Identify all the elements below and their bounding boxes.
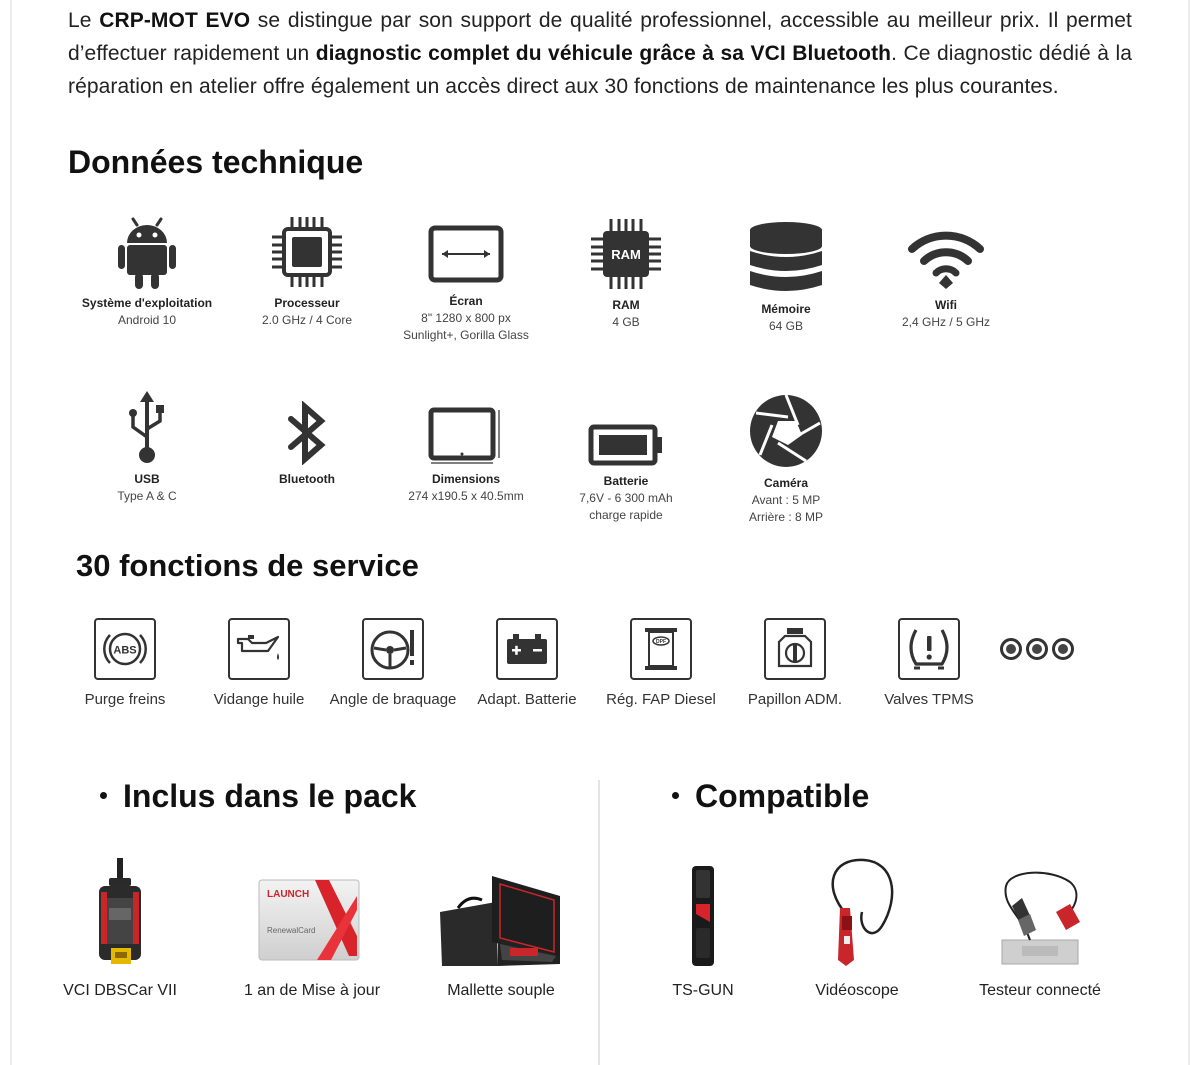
spec-screen-value: 8" 1280 x 800 px	[421, 311, 511, 325]
spec-battery-value: 7,6V - 6 300 mAh	[579, 491, 673, 505]
spec-battery	[546, 383, 706, 524]
dpf-filter-icon	[630, 618, 692, 680]
spec-battery-value-2: charge rapide	[589, 508, 663, 522]
service-item-tpms	[864, 618, 994, 709]
pack-label-renewal: 1 an de Mise à jour	[243, 982, 381, 999]
service-item-abs	[60, 618, 190, 709]
spec-processor	[227, 205, 387, 329]
more-dot-icon	[1026, 638, 1048, 660]
service-item-throttle	[730, 618, 860, 709]
intro-text-3: . Ce diagnostic dédié à la réparation en atelier offre également un accès direct aux 30 fonctions de maintenance les plus courantes.	[68, 42, 1132, 98]
pack-section-title	[100, 778, 416, 815]
storage-database-icon	[706, 211, 866, 295]
spec-dimensions-value: 274 x190.5 x 40.5mm	[408, 489, 524, 503]
spec-processor-value: 2.0 GHz / 4 Core	[261, 313, 353, 327]
compatible-item-tsgun	[643, 850, 763, 1000]
vci-dongle-icon	[45, 850, 195, 968]
tpms-icon	[898, 618, 960, 680]
spec-screen	[386, 203, 546, 344]
compatible-item-tester	[960, 850, 1120, 1000]
carry-case-icon	[426, 850, 576, 968]
battery-icon	[546, 383, 706, 467]
spec-ram	[546, 207, 706, 331]
spec-ram-value: 4 GB	[612, 315, 640, 329]
spec-battery-label: Batterie	[603, 474, 649, 488]
spec-camera-value: Avant : 5 MP	[751, 493, 821, 507]
service-label-throttle: Papillon ADM.	[747, 691, 843, 708]
spec-bluetooth	[227, 381, 387, 488]
spec-ram-label: RAM	[612, 298, 640, 312]
service-item-oil	[194, 618, 324, 709]
pack-item-case	[426, 850, 576, 1000]
android-icon	[67, 205, 227, 289]
spec-storage	[706, 211, 866, 335]
ram-chip-text: RAM	[611, 247, 641, 262]
bluetooth-icon	[227, 381, 387, 465]
spec-wifi-label: Wifi	[935, 298, 957, 312]
processor-chip-icon	[227, 205, 387, 289]
pack-title-text: Inclus dans le pack	[123, 778, 417, 814]
more-dot-icon	[1000, 638, 1022, 660]
spec-camera-label: Caméra	[763, 476, 809, 490]
steering-wheel-icon	[362, 618, 424, 680]
bullet-icon	[100, 792, 107, 799]
section-divider	[598, 780, 600, 1065]
compatible-label-videoscope: Vidéoscope	[815, 982, 899, 999]
spec-usb-label: USB	[134, 472, 160, 486]
throttle-valve-icon	[764, 618, 826, 680]
renewal-card-icon	[232, 850, 392, 968]
spec-usb	[67, 381, 227, 505]
services-section-title: 30 fonctions de service	[76, 548, 419, 583]
spec-storage-value: 64 GB	[768, 319, 804, 333]
compatible-label-tsgun: TS-GUN	[672, 982, 734, 999]
spec-screen-value-2: Sunlight+, Gorilla Glass	[403, 328, 529, 342]
tablet-dimensions-icon	[386, 381, 546, 465]
intro-text-2: se distingue par son support de qualité professionnel, accessible au meilleur prix. Il permet d’effectuer rapidement un	[68, 9, 1132, 65]
spec-wifi-value: 2,4 GHz / 5 GHz	[901, 315, 991, 329]
service-label-dpf: Rég. FAP Diesel	[606, 691, 716, 708]
pack-item-vci	[45, 850, 195, 1000]
compatible-section-title	[672, 778, 869, 815]
spec-wifi	[866, 207, 1026, 331]
service-label-oil: Vidange huile	[213, 691, 305, 708]
more-services-icon	[1000, 638, 1074, 660]
service-label-abs: Purge freins	[84, 691, 166, 708]
car-battery-icon	[496, 618, 558, 680]
pack-label-case: Mallette souple	[447, 982, 555, 999]
spec-bluetooth-label: Bluetooth	[279, 472, 335, 486]
service-label-tpms: Valves TPMS	[884, 691, 974, 708]
spec-camera-value-2: Arrière : 8 MP	[748, 510, 823, 524]
more-dot-icon	[1052, 638, 1074, 660]
oil-can-icon	[228, 618, 290, 680]
service-label-steering: Angle de braquage	[329, 691, 457, 708]
card-caption-text: RenewalCard	[267, 926, 316, 935]
intro-product-name: CRP-MOT EVO	[99, 9, 251, 32]
ram-chip-icon	[546, 207, 706, 291]
pack-label-vci: VCI DBSCar VII	[63, 982, 177, 999]
service-item-dpf	[596, 618, 726, 709]
ts-gun-icon	[643, 850, 763, 968]
compatible-label-tester: Testeur connecté	[979, 982, 1101, 999]
intro-text-1: Le	[68, 9, 100, 32]
intro-highlight: diagnostic complet du véhicule grâce à sa VCI Bluetooth	[315, 42, 892, 65]
compatible-title-text: Compatible	[695, 778, 870, 814]
service-label-battery: Adapt. Batterie	[477, 691, 577, 708]
service-item-steering	[328, 618, 458, 709]
service-item-battery	[462, 618, 592, 709]
screen-icon	[386, 203, 546, 287]
spec-os-label: Système d'exploitation	[81, 296, 213, 310]
camera-aperture-icon	[706, 385, 866, 469]
bullet-icon	[672, 792, 679, 799]
abs-badge-text: ABS	[113, 644, 137, 657]
spec-os	[67, 205, 227, 329]
wifi-icon	[866, 207, 1026, 291]
spec-dimensions-label: Dimensions	[431, 472, 500, 486]
abs-brake-icon	[94, 618, 156, 680]
tech-section-title: Données technique	[68, 144, 364, 180]
spec-usb-value: Type A & C	[117, 489, 177, 503]
compatible-item-videoscope	[792, 850, 922, 1000]
spec-processor-label: Processeur	[274, 296, 340, 310]
page-edge-right	[1188, 0, 1190, 1065]
battery-tester-icon	[960, 850, 1120, 968]
usb-icon	[67, 381, 227, 465]
card-brand-text: LAUNCH	[267, 889, 310, 900]
spec-screen-label: Écran	[449, 294, 483, 308]
videoscope-icon	[792, 850, 922, 968]
intro-paragraph	[68, 4, 1132, 103]
spec-storage-label: Mémoire	[761, 302, 811, 316]
spec-camera	[706, 385, 866, 526]
spec-os-value: Android 10	[117, 313, 177, 327]
pack-item-renewal	[232, 850, 392, 1000]
spec-dimensions	[386, 381, 546, 505]
dpf-badge-text: DPF	[656, 639, 666, 645]
page-edge-left	[10, 0, 12, 1065]
